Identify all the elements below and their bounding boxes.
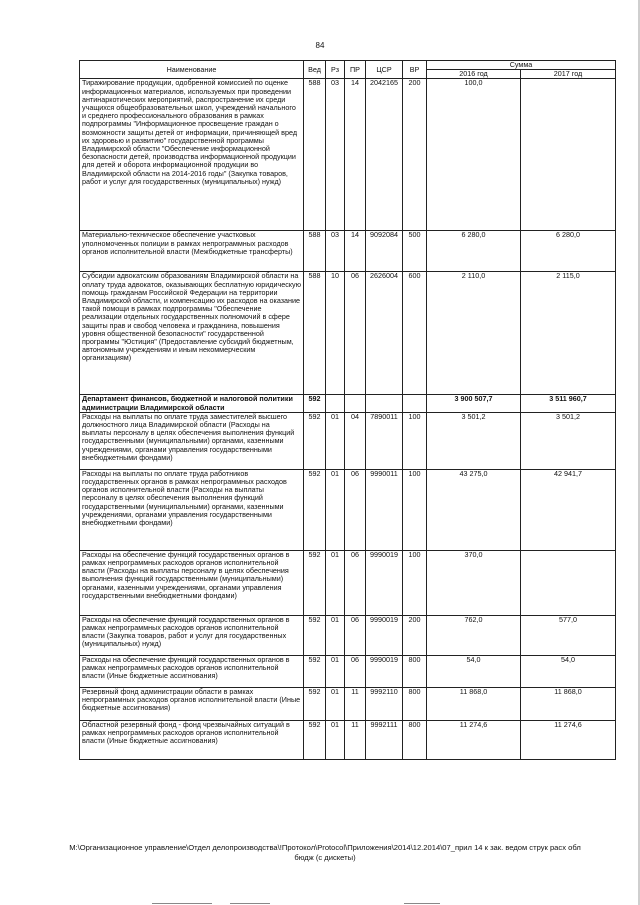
row-vr-cell: 100	[403, 550, 427, 615]
row-vr-cell: 500	[403, 231, 427, 272]
row-ved-cell: 592	[304, 655, 326, 687]
row-ved-cell: 588	[304, 231, 326, 272]
row-amount-2016-cell: 100,0	[427, 79, 521, 231]
row-name-cell: Областной резервный фонд - фонд чрезвычайных ситуаций в рамках непрограммных расходов органов исполнительной власти (Иные бюджетные ассигнования)	[80, 720, 304, 759]
bottom-rule-right	[404, 903, 440, 904]
row-csr-cell: 2626004	[366, 272, 403, 395]
row-name-cell: Материально-техническое обеспечение участковых уполномоченных полиции в рамках непрограммных расходов органов исполнительной власти (Межбюджетные трансферты)	[80, 231, 304, 272]
row-pr-cell: 06	[345, 469, 366, 550]
row-amount-2017-cell: 2 115,0	[521, 272, 616, 395]
row-csr-cell	[366, 395, 403, 412]
row-csr-cell: 9990019	[366, 550, 403, 615]
table-row	[80, 79, 616, 231]
row-pr-cell: 04	[345, 412, 366, 469]
row-name-cell: Расходы на выплаты по оплате труда работников государственных органов в рамках непрограммных расходов органов исполнительной власти (Расходы на выплаты персоналу в целях обеспечения выполнения функций государственными (муниципальными) органами, казенными учреждениями, органами управления государственными внебюджетными фондами)	[80, 469, 304, 550]
row-amount-2016-cell: 54,0	[427, 655, 521, 687]
row-amount-2016-cell: 11 274,6	[427, 720, 521, 759]
row-amount-2017-cell: 54,0	[521, 655, 616, 687]
footer-file-path: M:\Организационное управление\Отдел делопроизводства\!Протокол\Protocol\Приложения\2014\12.2014\07_прил 14 к зак. ведом струк расх обл бюдж (с дискеты)	[69, 843, 581, 862]
row-ved-cell: 592	[304, 687, 326, 720]
header-rz: Рз	[326, 61, 345, 79]
table-row	[80, 412, 616, 469]
row-vr-cell: 100	[403, 412, 427, 469]
header-name: Наименование	[80, 61, 304, 79]
row-amount-2016-cell: 6 280,0	[427, 231, 521, 272]
table-row	[80, 395, 616, 412]
header-pr: ПР	[345, 61, 366, 79]
row-vr-cell: 200	[403, 79, 427, 231]
row-vr-cell: 800	[403, 720, 427, 759]
row-amount-2017-cell: 11 274,6	[521, 720, 616, 759]
row-amount-2016-cell: 370,0	[427, 550, 521, 615]
row-ved-cell: 592	[304, 469, 326, 550]
table-row	[80, 469, 616, 550]
row-rz-cell: 01	[326, 412, 345, 469]
row-rz-cell: 01	[326, 655, 345, 687]
table-row	[80, 272, 616, 395]
table-row	[80, 615, 616, 655]
row-csr-cell: 9092084	[366, 231, 403, 272]
row-pr-cell: 06	[345, 550, 366, 615]
table-row	[80, 550, 616, 615]
row-ved-cell: 592	[304, 550, 326, 615]
row-rz-cell: 03	[326, 231, 345, 272]
row-vr-cell: 200	[403, 615, 427, 655]
row-ved-cell: 592	[304, 395, 326, 412]
row-rz-cell: 01	[326, 615, 345, 655]
row-ved-cell: 588	[304, 79, 326, 231]
row-ved-cell: 592	[304, 615, 326, 655]
row-amount-2017-cell: 42 941,7	[521, 469, 616, 550]
row-amount-2016-cell: 762,0	[427, 615, 521, 655]
row-csr-cell: 9992111	[366, 720, 403, 759]
row-ved-cell: 588	[304, 272, 326, 395]
row-name-cell: Расходы на обеспечение функций государственных органов в рамках непрограммных расходов органов исполнительной власти (Иные бюджетные ассигнования)	[80, 655, 304, 687]
row-amount-2017-cell: 3 501,2	[521, 412, 616, 469]
row-name-cell: Расходы на обеспечение функций государственных органов в рамках непрограммных расходов органов исполнительной власти (Расходы на выплаты персоналу в целях обеспечения выполнения функций государственными (муниципальными) органами, казенными учреждениями, органами управления государственными внебюджетными фондами)	[80, 550, 304, 615]
bottom-rule-middle	[230, 903, 270, 904]
row-pr-cell: 11	[345, 687, 366, 720]
page-number: 84	[315, 41, 325, 50]
row-pr-cell: 14	[345, 231, 366, 272]
row-amount-2017-cell: 3 511 960,7	[521, 395, 616, 412]
row-pr-cell	[345, 395, 366, 412]
table-row	[80, 687, 616, 720]
row-vr-cell	[403, 395, 427, 412]
budget-table	[79, 60, 616, 760]
row-name-cell: Субсидии адвокатским образованиям Владимирской области на оплату труда адвокатов, оказывающих бесплатную юридическую помощь гражданам Российской Федерации на территории Владимирской области, и компенсацию их расходов на оказание такой помощи в рамках подпрограммы "Обеспечение реализации отдельных государственных полномочий в сфере защиты прав и свобод человека и гражданина, повышения уровня общественной безопасности" государственной программы "Юстиция" (Предоставление субсидий бюджетным, автономным учреждениям и иным некоммерческим организациям)	[80, 272, 304, 395]
row-rz-cell: 01	[326, 550, 345, 615]
header-vr: ВР	[403, 61, 427, 79]
row-rz-cell: 01	[326, 469, 345, 550]
row-amount-2016-cell: 3 900 507,7	[427, 395, 521, 412]
header-csr: ЦСР	[366, 61, 403, 79]
row-ved-cell: 592	[304, 412, 326, 469]
row-amount-2017-cell: 6 280,0	[521, 231, 616, 272]
row-name-cell: Расходы на выплаты по оплате труда заместителей высшего должностного лица Владимирской области (Расходы на выплаты персоналу в целях обеспечения выполнения функций государственными (муниципальными) органами, казенными учреждениями, органами управления государственными внебюджетными фондами)	[80, 412, 304, 469]
header-sum: Сумма	[427, 61, 616, 70]
table-row	[80, 231, 616, 272]
row-amount-2016-cell: 2 110,0	[427, 272, 521, 395]
row-csr-cell: 2042165	[366, 79, 403, 231]
row-name-cell: Резервный фонд администрации области в рамках непрограммных расходов органов исполнительной власти (Иные бюджетные ассигнования)	[80, 687, 304, 720]
row-name-cell: Департамент финансов, бюджетной и налоговой политики администрации Владимирской области	[80, 395, 304, 412]
row-csr-cell: 9990019	[366, 655, 403, 687]
row-rz-cell: 10	[326, 272, 345, 395]
row-pr-cell: 14	[345, 79, 366, 231]
row-rz-cell	[326, 395, 345, 412]
row-vr-cell: 800	[403, 687, 427, 720]
row-csr-cell: 7890011	[366, 412, 403, 469]
budget-table-body	[80, 79, 616, 759]
row-csr-cell: 9990011	[366, 469, 403, 550]
row-name-cell: Тиражирование продукции, одобренной комиссией по оценке информационных материалов, используемых при проведении антинаркотических мероприятий, распространение их среди учащихся общеобразовательных школ, учреждений начального и среднего профессионального образования в рамках подпрограммы "Информационное просвещение граждан о возможности защиты детей от информации, причиняющей вред их здоровью и развитию" государственной программы Владимирской области "Обеспечение информационной безопасности детей, производства информационной продукции для детей и оборота информационной продукции во Владимирской области на 2014-2016 годы" (Закупка товаров, работ и услуг для государственных (муниципальных) нужд)	[80, 79, 304, 231]
row-rz-cell: 03	[326, 79, 345, 231]
row-amount-2017-cell	[521, 79, 616, 231]
row-pr-cell: 06	[345, 272, 366, 395]
row-vr-cell: 800	[403, 655, 427, 687]
table-row	[80, 720, 616, 759]
row-rz-cell: 01	[326, 720, 345, 759]
header-ved: Вед	[304, 61, 326, 79]
bottom-rule-left	[152, 903, 212, 904]
row-pr-cell: 06	[345, 655, 366, 687]
row-amount-2016-cell: 3 501,2	[427, 412, 521, 469]
row-amount-2016-cell: 43 275,0	[427, 469, 521, 550]
row-amount-2017-cell	[521, 550, 616, 615]
row-pr-cell: 06	[345, 615, 366, 655]
row-amount-2017-cell: 11 868,0	[521, 687, 616, 720]
row-amount-2016-cell: 11 868,0	[427, 687, 521, 720]
row-csr-cell: 9990019	[366, 615, 403, 655]
header-year-2017: 2017 год	[521, 70, 616, 79]
row-vr-cell: 100	[403, 469, 427, 550]
row-pr-cell: 11	[345, 720, 366, 759]
table-row	[80, 655, 616, 687]
row-ved-cell: 592	[304, 720, 326, 759]
header-year-2016: 2016 год	[427, 70, 521, 79]
row-amount-2017-cell: 577,0	[521, 615, 616, 655]
row-vr-cell: 600	[403, 272, 427, 395]
row-name-cell: Расходы на обеспечение функций государственных органов в рамках непрограммных расходов органов исполнительной власти (Закупка товаров, работ и услуг для государственных (муниципальных) нужд)	[80, 615, 304, 655]
row-rz-cell: 01	[326, 687, 345, 720]
row-csr-cell: 9992110	[366, 687, 403, 720]
